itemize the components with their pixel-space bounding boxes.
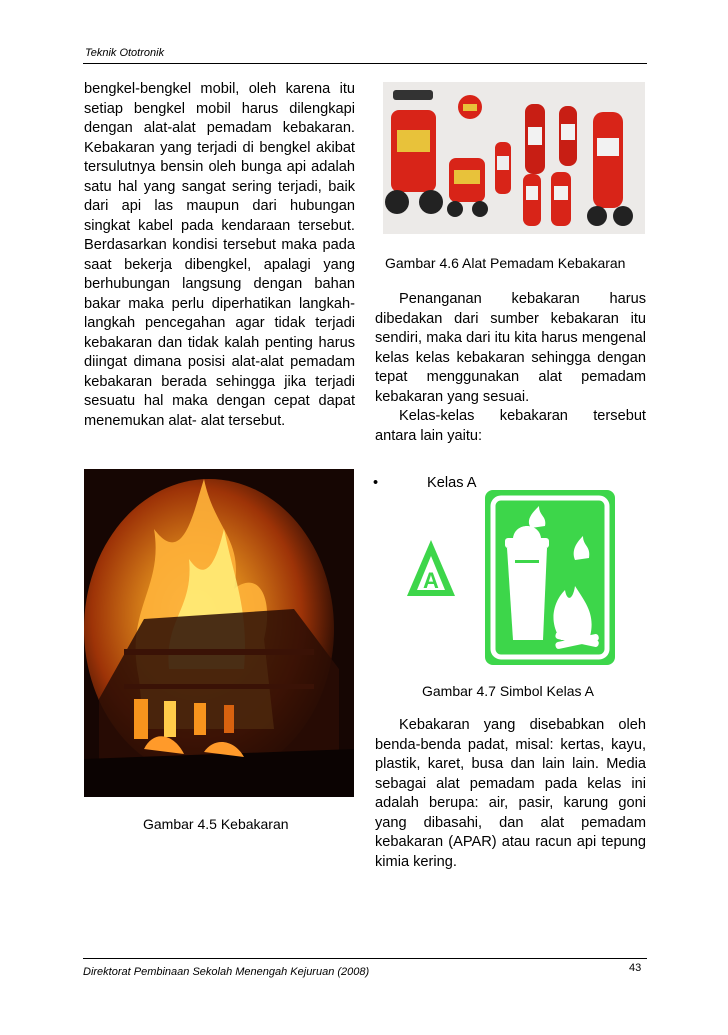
running-header: Teknik Ototronik <box>85 47 165 59</box>
bullet-symbol: • <box>373 475 379 491</box>
footer-rule <box>83 958 647 959</box>
extinguishers-illustration <box>383 82 645 234</box>
bullet-kelas-a <box>373 475 477 491</box>
figure-4-6-caption: Gambar 4.6 Alat Pemadam Kebakaran <box>385 255 626 271</box>
right-column-lower <box>375 716 646 872</box>
bullet-label: Kelas A <box>427 475 477 491</box>
left-column <box>84 80 355 431</box>
page-number: 43 <box>629 962 642 974</box>
figure-4-7-caption: Gambar 4.7 Simbol Kelas A <box>422 683 594 699</box>
right-paragraph-1: Penanganan kebakaran harus dibedakan dari sumber kebakaran itu sendiri, maka dari itu kita harus mengenal kelas kelas kebakaran sehingga dengan tepat menggunakan alat pemadam kebakaran yang sesuai. <box>375 291 646 405</box>
fire-extinguishers-photo <box>383 82 645 234</box>
right-paragraph-2: Kelas-kelas kebakaran tersebut antara lain yaitu: <box>375 408 646 444</box>
class-a-triangle-icon <box>405 538 457 598</box>
burning-building-illustration <box>84 469 354 797</box>
right-paragraph-3: Kebakaran yang disebabkan oleh benda-benda padat, misal: kertas, kayu, plastik, karet, busa dan lain lain. Media sebagai alat pemadam pada kelas ini adalah berupa: air, pasir, karung goni yang dibasahi, dan alat pemadam kebakaran (APAR) atau racun api tepung kimia kering. <box>375 717 646 870</box>
header-rule <box>83 63 647 64</box>
fire-photo <box>84 469 354 797</box>
left-paragraph: bengkel-bengkel mobil, oleh karena itu setiap bengkel mobil harus dilengkapi dengan alat-alat pemadam kebakaran. Kebakaran yang terjadi di bengkel akibat tersulutnya bensin oleh bunga api adalah satu hal yang sangat sering terjadi, baik dari api las maupun dari hubungan singkat kabel pada kendaraan tersebut. Berdasarkan kondisi tersebut maka pada saat bekerja dibengkel, apalagi yang berhubungan langsung dengan bahan bakar maka perlu diperhatikan langkah-langkah pencegahan agar tidak terjadi kebakaran dan tidak kalah penting harus diingat dimana posisi alat-alat pemadam kebakaran berada sehingga jika terjadi sesuatu hal maka dengan cepat dapat menemukan alat- alat tersebut. <box>84 81 355 429</box>
right-column-upper <box>375 290 646 446</box>
footer-text: Direktorat Pembinaan Sekolah Menengah Kejuruan (2008) <box>83 966 370 978</box>
class-a-letter: A <box>423 568 439 593</box>
class-a-fire-symbol-icon <box>485 490 615 665</box>
figure-4-5-caption: Gambar 4.5 Kebakaran <box>143 816 289 832</box>
